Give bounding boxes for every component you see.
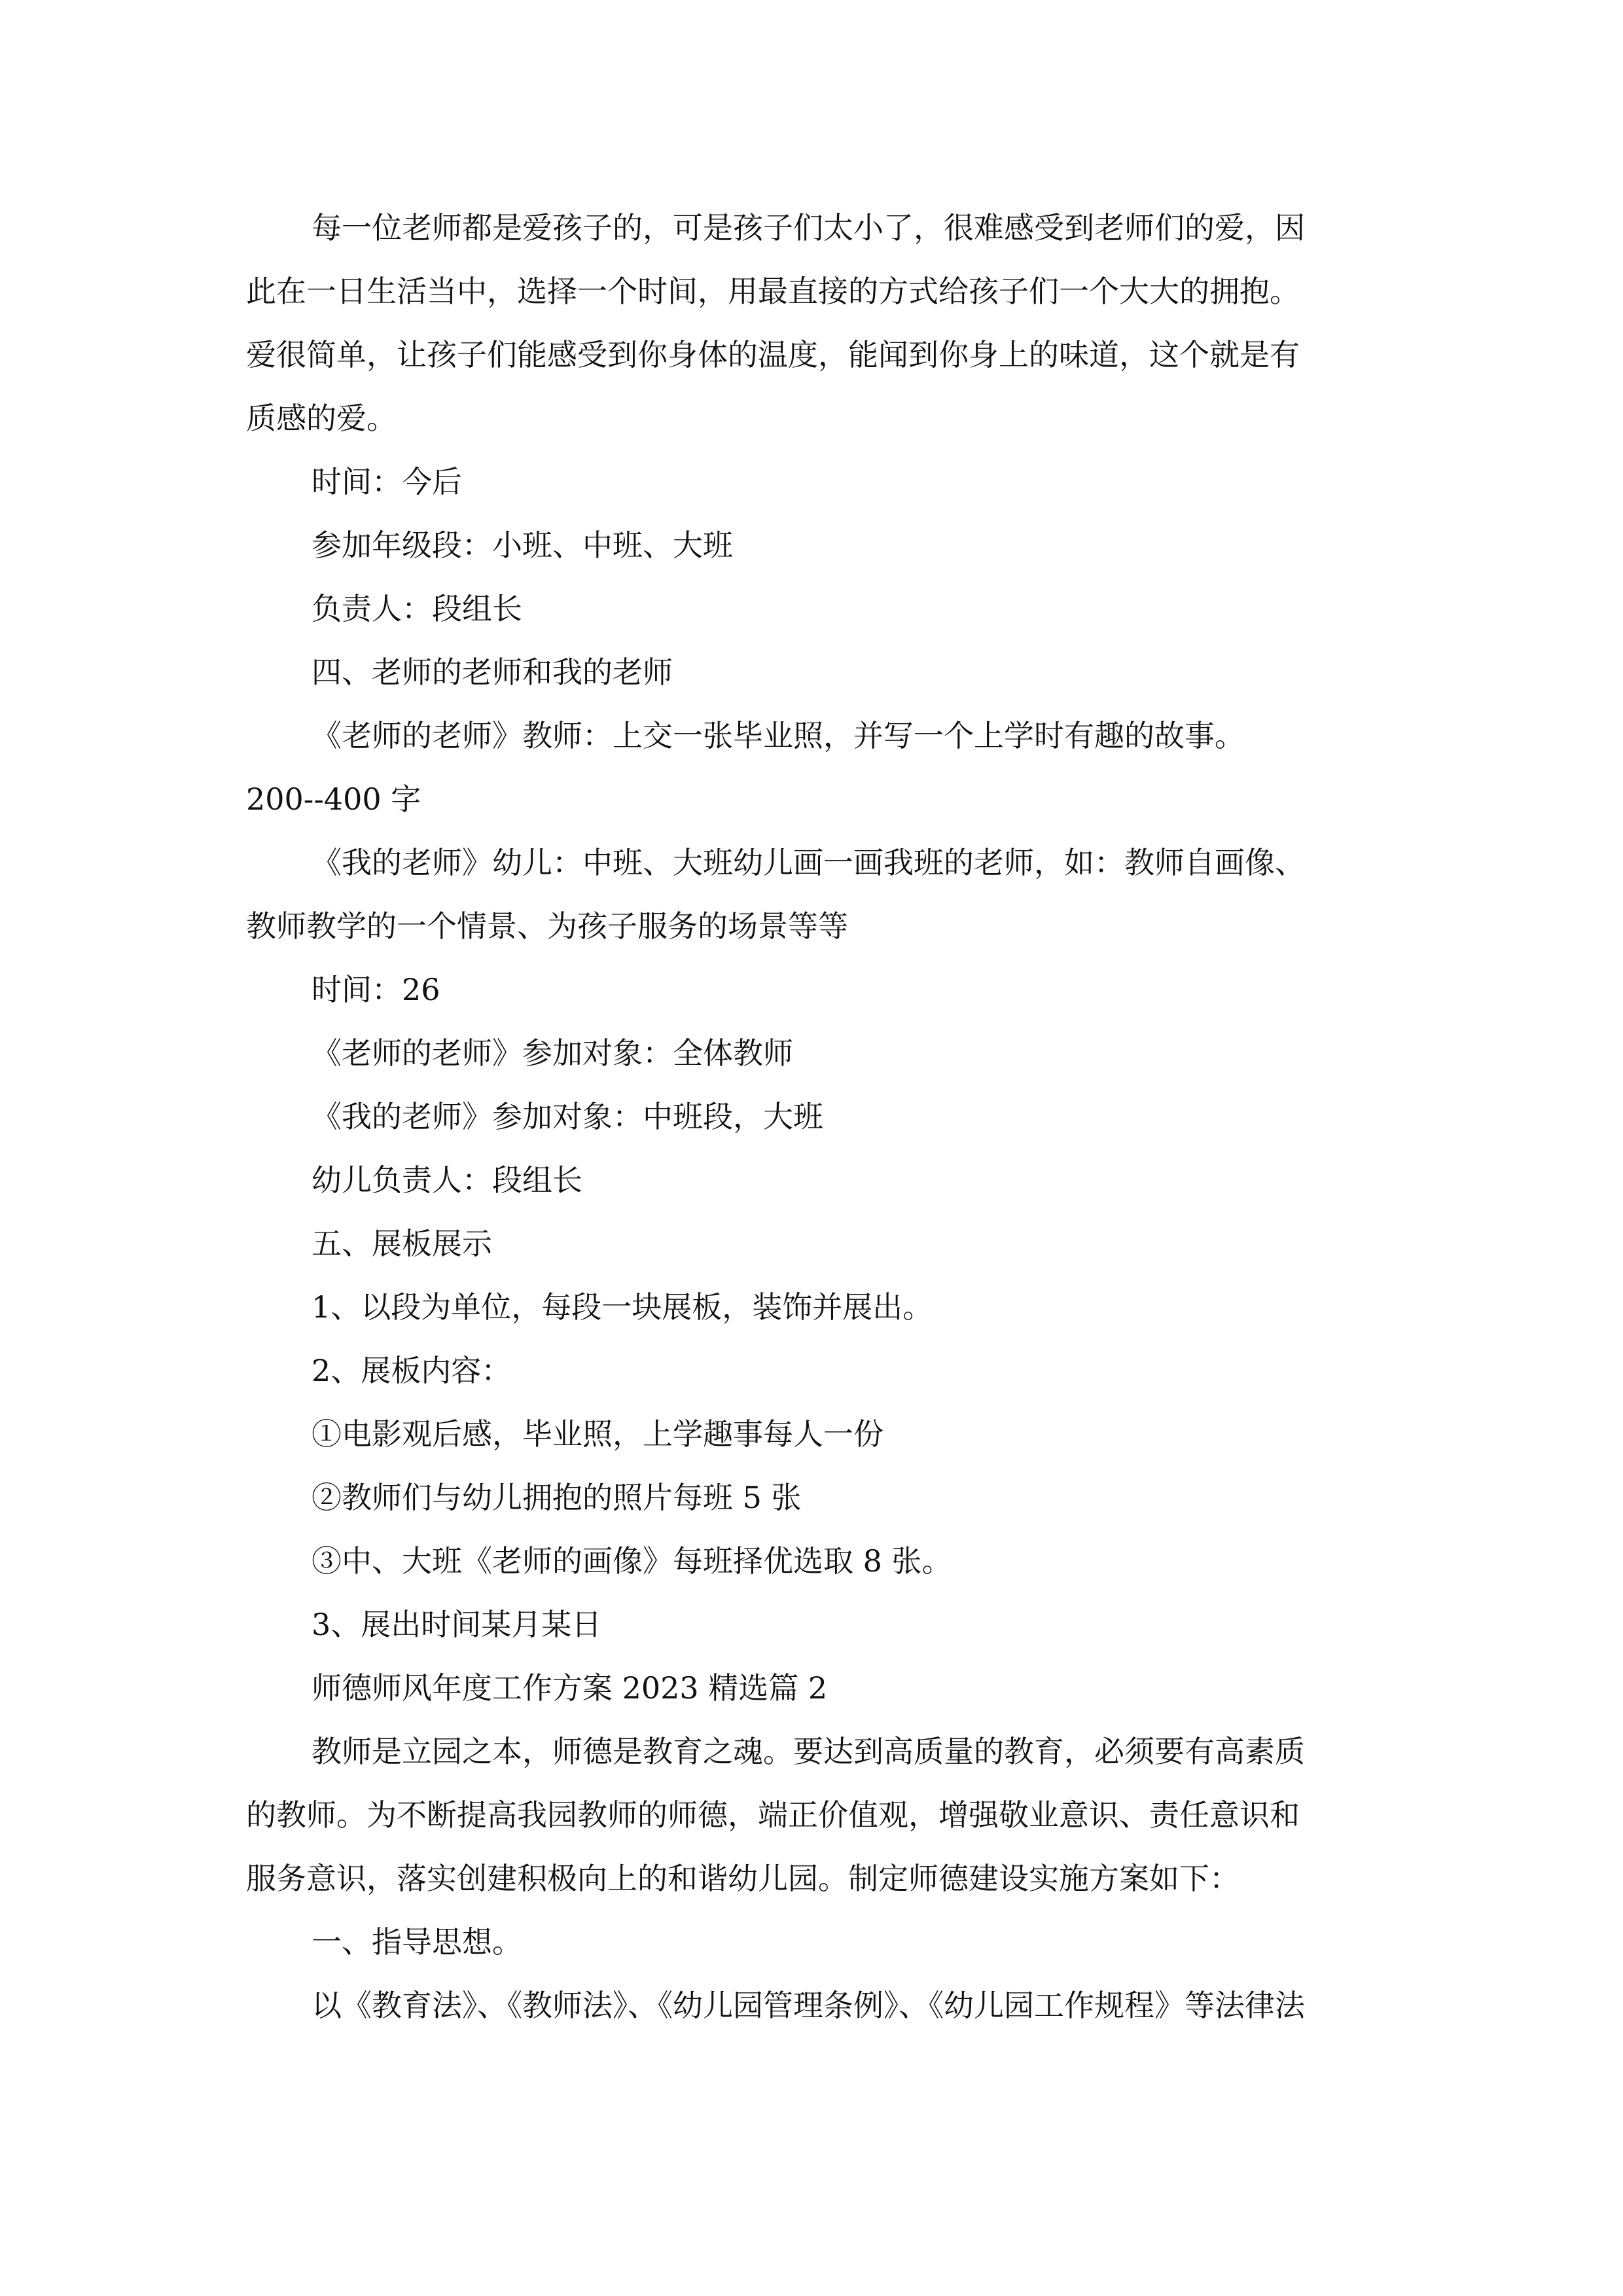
paragraph-line: 每一位老师都是爱孩子的，可是孩子们太小了，很难感受到老师们的爱，因 (312, 210, 1305, 245)
list-item: 1、以段为单位，每段一块展板，装饰并展出。 (312, 1289, 933, 1325)
section-heading: 四、老师的老师和我的老师 (312, 655, 673, 690)
paragraph-line: 此在一日生活当中，选择一个时间，用最直接的方式给孩子们一个大大的拥抱。 (246, 274, 1300, 309)
paragraph-line: 《我的老师》参加对象：中班段，大班 (312, 1099, 823, 1134)
paragraph-line: 时间：26 (312, 972, 440, 1007)
paragraph-line: 200--400 字 (246, 781, 421, 817)
section-title: 师德师风年度工作方案 2023 精选篇 2 (312, 1670, 828, 1706)
list-item: ③中、大班《老师的画像》每班择优选取 8 张。 (312, 1543, 952, 1579)
paragraph-line: 服务意识，落实创建积极向上的和谐幼儿园。制定师德建设实施方案如下： (246, 1861, 1240, 1896)
section-heading: 五、展板展示 (312, 1226, 492, 1261)
list-item: 2、展板内容： (312, 1353, 512, 1388)
paragraph-line: 《我的老师》幼儿：中班、大班幼儿画一画我班的老师，如：教师自画像、 (312, 845, 1305, 880)
paragraph-line: 质感的爱。 (246, 401, 397, 436)
paragraph-line: 的教师。为不断提高我园教师的师德，端正价值观，增强敬业意识、责任意识和 (246, 1797, 1300, 1833)
paragraph-line: 幼儿负责人：段组长 (312, 1162, 582, 1198)
list-item: ①电影观后感，毕业照，上学趣事每人一份 (312, 1416, 883, 1452)
paragraph-line: 爱很简单，让孩子们能感受到你身体的温度，能闻到你身上的味道，这个就是有 (246, 337, 1300, 372)
list-item: ②教师们与幼儿拥抱的照片每班 5 张 (312, 1480, 802, 1515)
paragraph-line: 负责人：段组长 (312, 591, 522, 626)
paragraph-line: 教师是立园之本，师德是教育之魂。要达到高质量的教育，必须要有高素质 (312, 1734, 1305, 1769)
paragraph-line: 以《教育法》、《教师法》、《幼儿园管理条例》、《幼儿园工作规程》等法律法 (312, 1988, 1305, 2023)
paragraph-line: 《老师的老师》参加对象：全体教师 (312, 1035, 793, 1071)
paragraph-line: 时间：今后 (312, 464, 462, 499)
paragraph-line: 参加年级段：小班、中班、大班 (312, 528, 733, 563)
paragraph-line: 《老师的老师》教师：上交一张毕业照，并写一个上学时有趣的故事。 (312, 718, 1245, 753)
list-item: 3、展出时间某月某日 (312, 1607, 602, 1642)
document-page (246, 196, 1398, 2037)
section-heading: 一、指导思想。 (312, 1924, 522, 1960)
paragraph-line: 教师教学的一个情景、为孩子服务的场景等等 (246, 908, 848, 944)
